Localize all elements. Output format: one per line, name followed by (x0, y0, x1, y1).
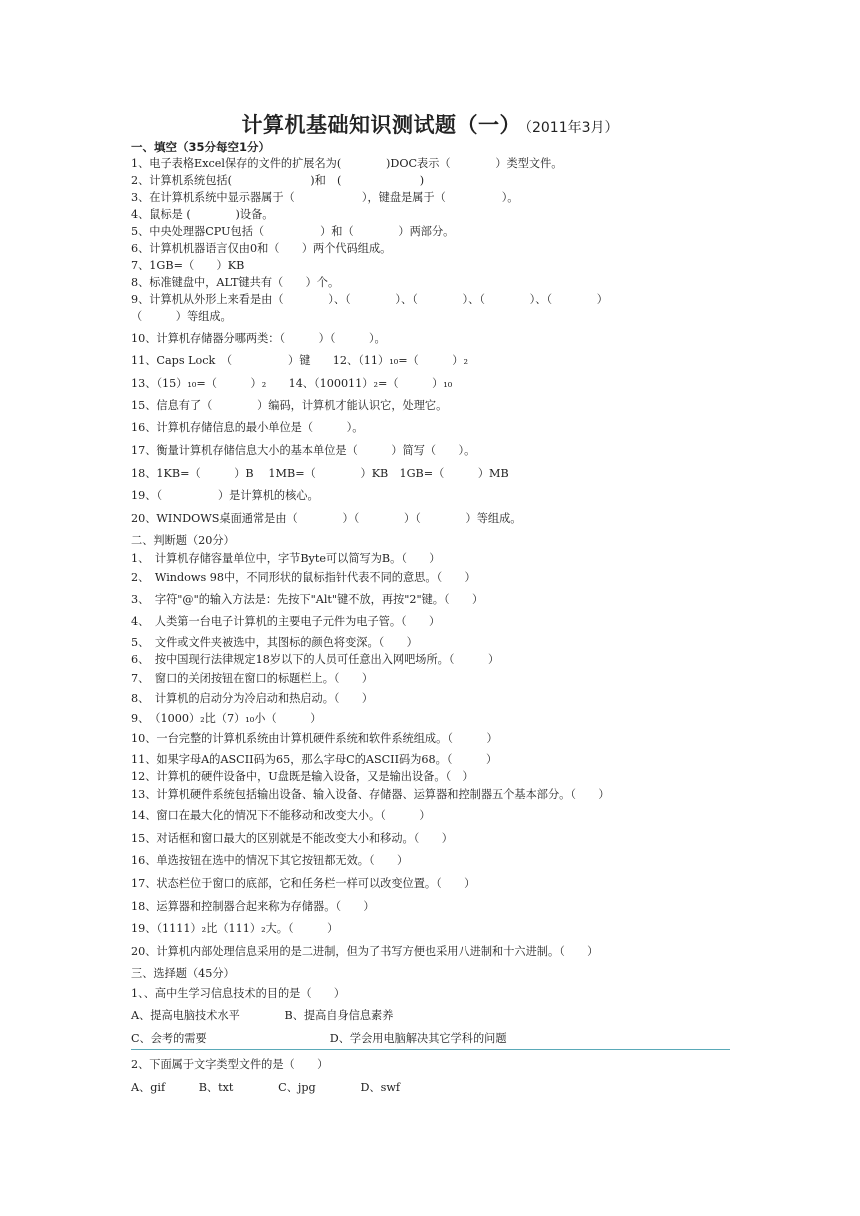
question-line: 4、鼠标是 ( )设备。 (131, 208, 274, 221)
question-line: 8、标准键盘中，ALT键共有（ ）个。 (131, 276, 340, 289)
question-line: 11、Caps Lock （ ）键 12、（11）₁₀=（ ）₂ (131, 354, 468, 367)
question-line: 4、 人类第一台电子计算机的主要电子元件为电子管。（ ） (131, 615, 441, 628)
question-line: 5、 文件或文件夹被选中，其图标的颜色将变深。（ ） (131, 636, 418, 649)
question-line: 1、 计算机存储容量单位中，字节Byte可以简写为B。（ ） (131, 552, 441, 565)
title-main: 计算机基础知识测试题（一） (241, 113, 521, 137)
question-line: 20、计算机内部处理信息采用的是二进制，但为了书写方便也采用八进制和十六进制。（ ） (131, 945, 599, 958)
question-line: 19、（ ）是计算机的核心。 (131, 489, 319, 502)
question-line: 12、计算机的硬件设备中，U盘既是输入设备，又是输出设备。（ ） (131, 770, 474, 783)
question-line: 3、 字符"@"的输入方法是：先按下"Alt"键不放，再按"2"键。（ ） (131, 593, 484, 606)
question-line: 1、、高中生学习信息技术的目的是（ ） (131, 987, 346, 1000)
title-date: （2011年3月） (524, 120, 619, 136)
question-line: 18、1KB=（ ）B 1MB=（ ）KB 1GB=（ ）MB (131, 467, 509, 480)
question-line: 11、如果字母A的ASCII码为65，那么字母C的ASCII码为68。（ ） (131, 753, 498, 766)
question-line: 8、 计算机的启动分为冷启动和热启动。（ ） (131, 692, 374, 705)
answer-options: A、gif B、txt C、jpg D、swf (131, 1081, 401, 1094)
section-heading-fill-in: 一、填空（35分每空1分） (131, 140, 271, 154)
question-line: 7、 窗口的关闭按钮在窗口的标题栏上。（ ） (131, 672, 374, 685)
question-line: 17、状态栏位于窗口的底部，它和任务栏一样可以改变位置。（ ） (131, 877, 476, 890)
section-heading-true-false: 二、判断题（20分） (131, 534, 235, 547)
page-title (0, 109, 860, 139)
question-line: 2、计算机系统包括( )和 ( ) (131, 174, 425, 187)
question-line: 9、计算机从外形上来看是由（ ）、（ ）、（ ）、（ ）、（ ） (131, 293, 608, 306)
answer-options: C、会考的需要 D、学会用电脑解决其它学科的问题 (131, 1032, 507, 1045)
question-line: 10、一台完整的计算机系统由计算机硬件系统和软件系统组成。（ ） (131, 732, 498, 745)
divider-line (131, 1049, 730, 1050)
question-line: 15、信息有了（ ）编码，计算机才能认识它，处理它。 (131, 399, 448, 412)
question-line: （ ）等组成。 (131, 310, 232, 323)
question-line: 2、 Windows 98中，不同形状的鼠标指针代表不同的意思。（ ） (131, 571, 476, 584)
question-line: 17、衡量计算机存储信息大小的基本单位是（ ）简写（ ）。 (131, 444, 476, 457)
question-line: 13、计算机硬件系统包括输出设备、输入设备、存储器、运算器和控制器五个基本部分。（ ） (131, 788, 610, 801)
answer-options: A、提高电脑技术水平 B、提高自身信息素养 (131, 1009, 394, 1022)
question-line: 9、 （1000）₂比（7）₁₀小（ ） (131, 712, 322, 725)
question-line: 14、窗口在最大化的情况下不能移动和改变大小。（ ） (131, 809, 431, 822)
question-line: 16、计算机存储信息的最小单位是（ ）。 (131, 421, 364, 434)
section-heading-multiple-choice: 三、选择题（45分） (131, 967, 235, 980)
question-line: 19、（1111）₂比（111）₂大。（ ） (131, 922, 339, 935)
question-line: 10、计算机存储器分哪两类：（ ）（ ）。 (131, 332, 386, 345)
question-line: 5、中央处理器CPU包括（ ）和（ ）两部分。 (131, 225, 455, 238)
question-line: 3、在计算机系统中显示器属于（ ），键盘是属于（ ）。 (131, 191, 519, 204)
question-line: 7、1GB=（ ）KB (131, 259, 245, 272)
question-line: 18、运算器和控制器合起来称为存储器。（ ） (131, 900, 375, 913)
question-line: 2、下面属于文字类型文件的是（ ） (131, 1058, 329, 1071)
question-line: 15、对话框和窗口最大的区别就是不能改变大小和移动。（ ） (131, 832, 453, 845)
question-line: 1、电子表格Excel保存的文件的扩展名为( )DOC表示（ ）类型文件。 (131, 157, 563, 170)
question-line: 20、WINDOWS桌面通常是由（ ）（ ）（ ）等组成。 (131, 512, 522, 525)
question-line: 13、（15）₁₀=（ ）₂ 14、（100011）₂=（ ）₁₀ (131, 377, 453, 390)
question-line: 6、计算机机器语言仅由0和（ ）两个代码组成。 (131, 242, 392, 255)
question-line: 16、单选按钮在选中的情况下其它按钮都无效。（ ） (131, 854, 409, 867)
question-line: 6、 按中国现行法律规定18岁以下的人员可任意出入网吧场所。（ ） (131, 653, 500, 666)
